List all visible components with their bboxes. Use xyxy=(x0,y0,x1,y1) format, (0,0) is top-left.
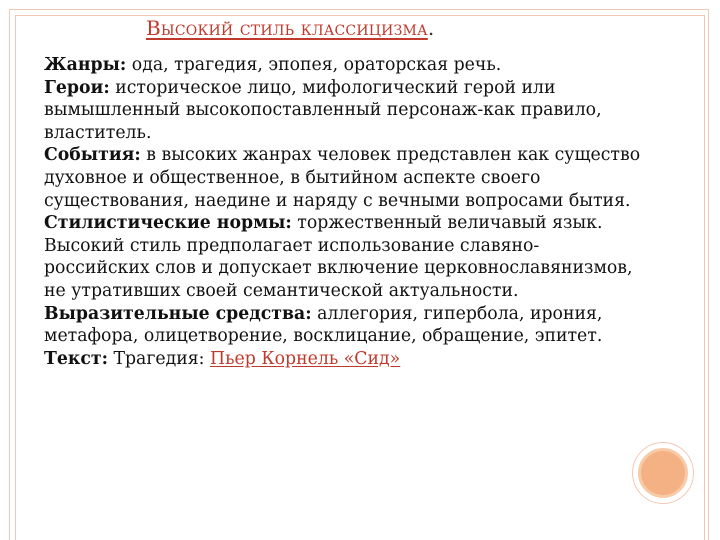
slide-title-dot: . xyxy=(427,16,435,40)
paragraph-expressive-means xyxy=(44,303,644,348)
text-expressive-means: аллегория, гипербола, ирония, метафора, олицетворение, восклицание, обращение, эпитет. xyxy=(44,303,603,347)
text-heroes: историческое лицо, мифологический герой или вымышленный высокопоставленный персонаж-как правило, властитель. xyxy=(44,77,602,143)
text-events: в высоких жанрах человек представлен как существо духовное и общественное, в бытийном аспекте своего существования, наедине и наряду с вечными вопросами бытия. xyxy=(44,145,641,211)
text-prefix: Трагедия: xyxy=(107,348,210,369)
label-style-norms: Стилистические нормы: xyxy=(44,213,292,234)
slide-title xyxy=(146,16,434,40)
paragraph-events xyxy=(44,144,644,212)
label-heroes: Герои: xyxy=(44,77,110,98)
label-genres: Жанры: xyxy=(44,55,127,75)
text-high-style: Высокий стиль предполагает использование славяно-российских слов и допускает включение церковнославянизмов, не утративших своей семантической актуальности. xyxy=(44,235,633,301)
paragraph-high-style xyxy=(44,235,644,303)
slide-title-text: Высокий стиль классицизма xyxy=(146,16,428,40)
text-genres: ода, трагедия, эпопея, ораторская речь. xyxy=(126,55,502,75)
paragraph-style-norms xyxy=(44,212,644,235)
label-text: Текст: xyxy=(44,348,108,369)
slide-body xyxy=(44,54,644,370)
paragraph-text xyxy=(44,348,644,371)
decorative-circle xyxy=(638,448,688,498)
paragraph-genres xyxy=(44,54,644,77)
link-corneille-cid[interactable]: Пьер Корнель «Сид» xyxy=(210,348,401,369)
label-events: События: xyxy=(44,145,141,166)
text-style-norms: торжественный величавый язык. xyxy=(291,213,603,234)
label-expressive-means: Выразительные средства: xyxy=(44,303,312,324)
paragraph-heroes xyxy=(44,77,644,145)
